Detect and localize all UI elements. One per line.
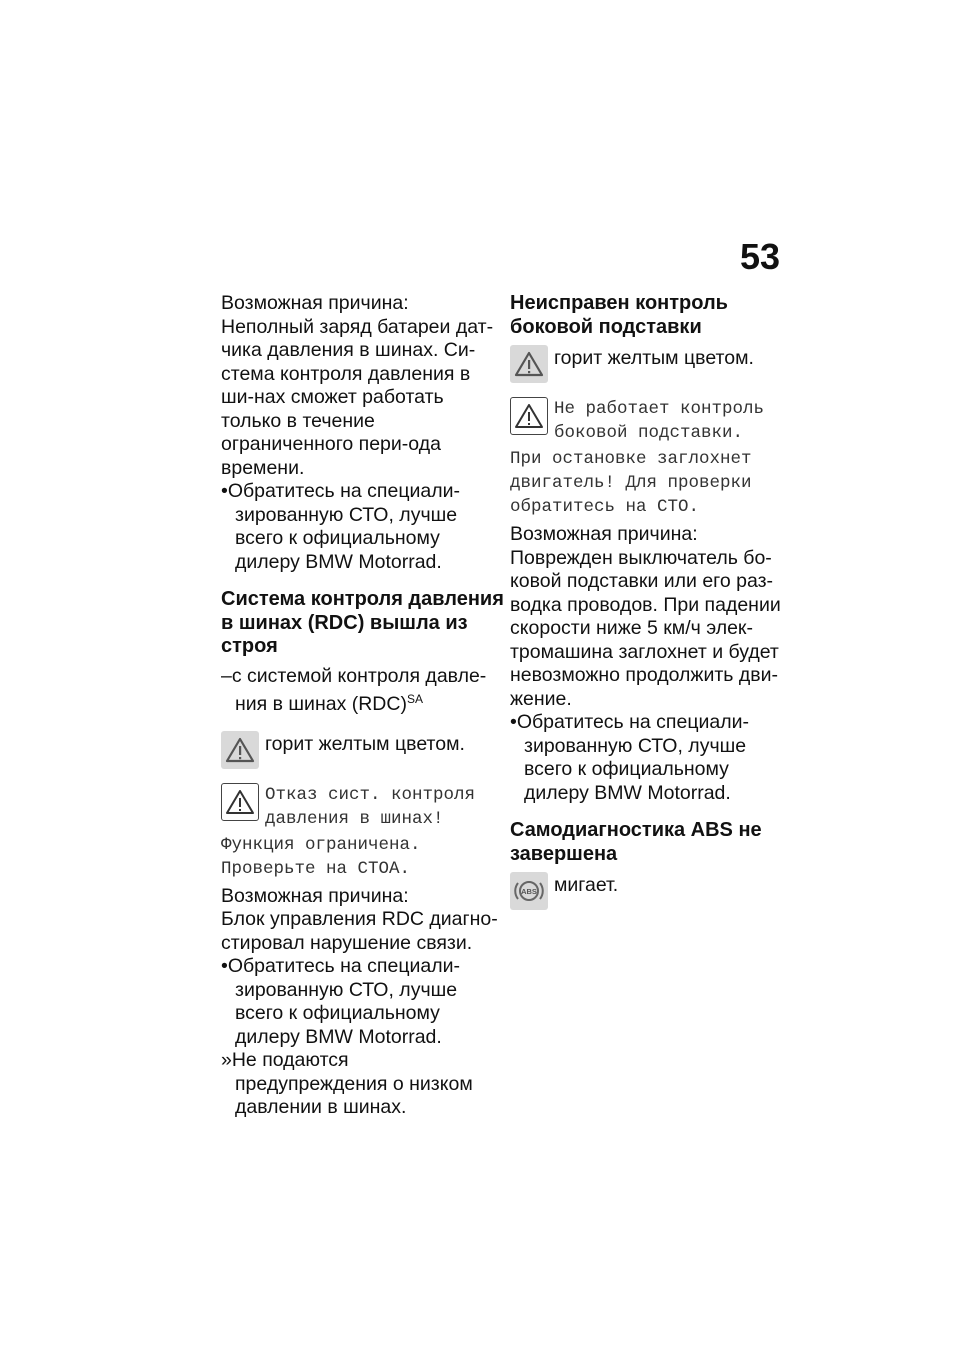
display-message-head <box>265 783 506 831</box>
abs-icon-label: ABS <box>521 887 537 896</box>
sa-superscript: SA <box>406 692 423 706</box>
right-column <box>510 292 795 916</box>
bullet-item: •Обратитесь на специали-зированную СТО, лучше всего к официальному дилеру BMW Motorrad. <box>221 955 460 1048</box>
warning-triangle-display-icon <box>510 397 548 435</box>
section-heading-rdc: Система контроля давления в шинах (RDC) вышла из строя <box>221 588 504 657</box>
bullet-item: •Обратитесь на специали-зированную СТО, лучше всего к официальному дилеру BMW Motorrad. <box>221 480 460 573</box>
section-heading-abs: Самодиагностика ABS не завершена <box>510 819 762 865</box>
indicator-row <box>221 731 506 769</box>
display-message-line: Не работает контроль <box>554 399 765 419</box>
display-message-head <box>554 397 795 445</box>
display-message-line: При остановке заглохнет <box>510 449 752 469</box>
display-message-cont <box>510 447 795 519</box>
display-message-line: Отказ сист. контроля <box>265 784 476 805</box>
cause-label: Возможная причина: <box>221 884 409 907</box>
display-message-line: боковой подставки. <box>554 423 744 443</box>
display-message-row <box>510 397 795 445</box>
indicator-row <box>510 872 795 910</box>
display-message-line: давления в шинах! <box>265 808 444 829</box>
cause-text: Блок управления RDC диагно-стировал нарушение связи. <box>221 908 498 954</box>
result-item: »Не подаются предупреждения о низком давлении в шинах. <box>221 1049 473 1118</box>
abs-lamp-icon <box>510 872 548 910</box>
bullet-item: •Обратитесь на специали-зированную СТО, лучше всего к официальному дилеру BMW Motorrad. <box>510 711 749 804</box>
display-message-line: двигатель! Для проверки <box>510 473 752 493</box>
indicator-row <box>510 345 795 383</box>
display-message-line: Функция ограничена. <box>221 834 421 855</box>
cause-text: Поврежден выключатель бо-ковой подставки или его раз-водка проводов. При падении скорости ниже 5 км/ч элек-тромашина заглохнет и будет невозможно продолжить дви-жение. <box>510 546 781 710</box>
condition-item <box>221 665 506 717</box>
condition-text: –с системой контроля давле-ния в шинах (RDC) <box>221 664 487 715</box>
page-number: 53 <box>740 236 781 277</box>
left-column <box>221 292 506 1120</box>
display-message-row <box>221 783 506 831</box>
warning-triangle-icon <box>221 731 259 769</box>
lamp-status-text: мигает. <box>554 874 619 896</box>
display-message-line: обратитесь на СТО. <box>510 497 700 517</box>
warning-triangle-display-icon <box>221 783 259 821</box>
lamp-status-text: горит желтым цветом. <box>265 732 465 755</box>
display-message-cont <box>221 833 506 881</box>
lamp-status-text: горит желтым цветом. <box>554 347 754 369</box>
section-heading-sidestand: Неисправен контроль боковой подставки <box>510 292 728 338</box>
cause-label: Возможная причина: <box>510 523 698 545</box>
cause-label: Возможная причина: <box>221 292 409 314</box>
display-message-line: Проверьте на СТОА. <box>221 858 411 879</box>
warning-triangle-icon <box>510 345 548 383</box>
cause-text: Неполный заряд батареи дат-чика давления в шинах. Си-стема контроля давления в ши-нах сможет работать только в течение ограниченного пери-ода времени. <box>221 315 494 479</box>
